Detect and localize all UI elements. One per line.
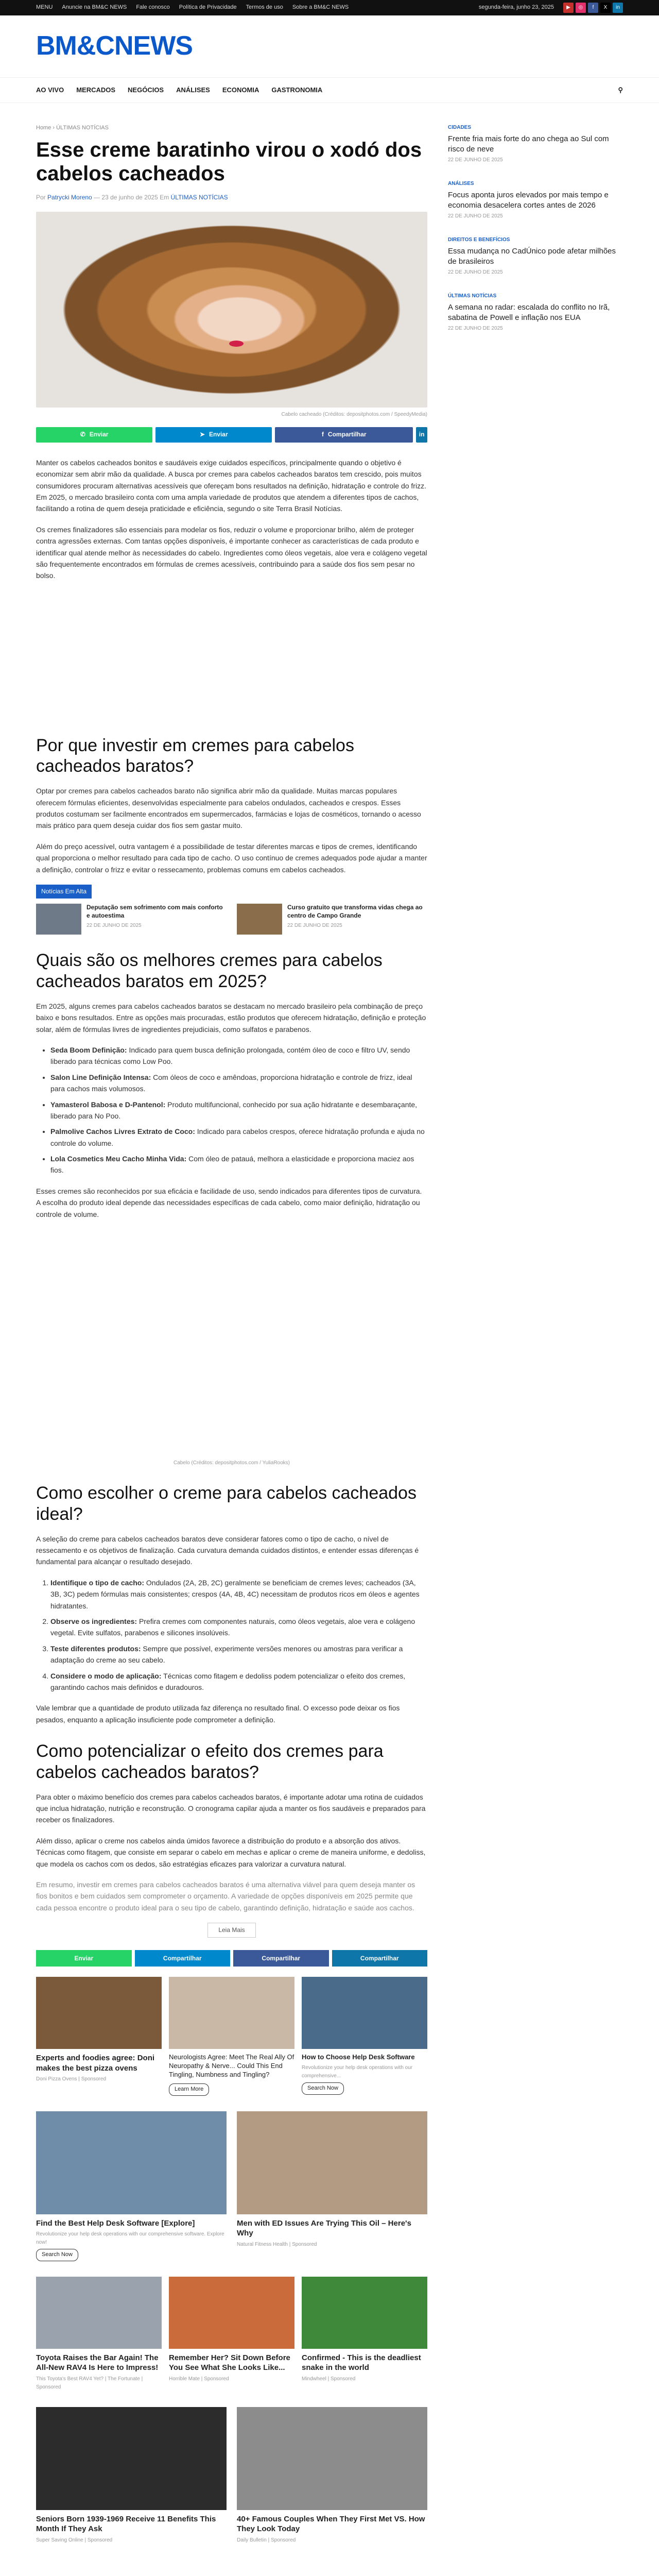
sponsored-item[interactable]: Seniors Born 1939-1969 Receive 11 Benefits This Month If They Ask Super Saving Online | Sponsored [36, 2407, 227, 2545]
ad-space [36, 591, 427, 720]
article-title: Esse creme baratinho virou o xodó dos cabelos cacheados [36, 138, 422, 185]
ad-image [302, 2277, 427, 2349]
x-icon[interactable]: X [600, 3, 611, 13]
breadcrumb[interactable]: Home › ÚLTIMAS NOTÍCIAS [36, 125, 109, 131]
paragraph: Os cremes finalizadores são essenciais para modelar os fios, reduzir o volume e proporcionar brilho, além de proteger contra agressões externas. Com tantas opções disponíveis, é importante conhecer as características de cada produto e identificar qual atende melhor às necessidades do cabelo. Ingredientes como óleos vegetais, aloe vera e colágeno vegetal são frequentemente encontrados em fórmulas de cremes acessíveis, contribuindo para a saúde dos fios sem pesar no bolso. [36, 525, 427, 580]
menu-link[interactable]: MENU [36, 4, 53, 11]
whatsapp-icon: ✆ [80, 431, 85, 438]
image-caption: Cabelo (Créditos: depositphotos.com / YuliaRooks) [173, 1460, 290, 1466]
ad-image [36, 2277, 162, 2349]
read-more-button[interactable]: Leia Mais [207, 1923, 255, 1938]
linkedin-share-button[interactable]: Compartilhar [332, 1950, 428, 1967]
search-now-button[interactable]: Search Now [302, 2082, 344, 2095]
main-nav [0, 77, 659, 103]
sponsored-item[interactable]: Neurologists Agree: Meet The Real Ally Of Neuropathy & Nerve... Could This End Tingling, Numbness and Tingling? Learn More [169, 1977, 294, 2095]
section-heading: Como potencializar o efeito dos cremes para cabelos cacheados baratos? [36, 1741, 384, 1782]
list-item: • Lola Cosmetics Meu Cacho Minha Vida: Com óleo de patauá, melhora a elasticidade e proporciona maciez aos fios. [50, 1153, 427, 1176]
sponsored-item[interactable]: 40+ Famous Couples When They First Met VS. How They Look Today Daily Bulletin | Sponsored [237, 2407, 427, 2545]
paragraph: Em 2025, alguns cremes para cabelos cacheados baratos se destacam no mercado brasileiro pela combinação de preço baixo e bons resultados. Entre as opções mais procuradas, estão produtos que oferecem hidratação, definição e proteção solar, além de fórmulas livres de ingredientes prejudiciais, como sulfatos e parabenos. [36, 1002, 426, 1033]
nav-gastronomia[interactable]: GASTRONOMIA [271, 86, 323, 94]
facebook-icon: f [321, 431, 324, 438]
related-header: Notícias Em Alta [36, 885, 92, 899]
social-links [563, 3, 623, 13]
learn-more-button[interactable]: Learn More [169, 2083, 209, 2096]
telegram-icon: ➤ [199, 431, 205, 438]
nav-negocios[interactable]: NEGÓCIOS [128, 86, 164, 94]
ad-image [36, 2407, 227, 2510]
product-list [50, 1044, 427, 1176]
paragraph: Além do preço acessível, outra vantagem é a possibilidade de testar diferentes marcas e tipos de cremes, identificando qual proporciona o melhor resultado para cada tipo de cacho. O uso contínuo de cremes adequados pode ajudar a manter a definição, controlar o frizz e evitar o ressecamento, problemas comuns em cabelos cacheados. [36, 842, 427, 874]
image-caption: Cabelo cacheado (Créditos: depositphotos.com / SpeedyMedia) [281, 411, 427, 417]
article-meta: Por Patrycki Moreno — 23 de junho de 2025 Em ÚLTIMAS NOTÍCIAS [36, 193, 228, 201]
paragraph: Para obter o máximo benefício dos cremes para cabelos cacheados baratos, é importante adotar uma rotina de cuidados que inclua hidratação, nutrição e reconstrução. O cronograma capilar ajuda a manter os fios saudáveis e preparados para receber os finalizadores. [36, 1792, 426, 1824]
search-now-button[interactable]: Search Now [36, 2249, 78, 2261]
sidebar-item[interactable]: CIDADES Frente fria mais forte do ano chega ao Sul com risco de neve 22 DE JUNHO DE 2025 [448, 125, 609, 163]
instagram-icon[interactable]: ◎ [576, 3, 586, 13]
sponsored-item[interactable]: Find the Best Help Desk Software [Explore] Revolutionize your help desk operations with our comprehensive software. Explore now! Search Now [36, 2111, 227, 2261]
sponsored-row [36, 2407, 427, 2545]
ad-image [36, 1977, 162, 2049]
telegram-share-button[interactable]: Compartilhar [135, 1950, 231, 1967]
list-item: • Salon Line Definição Intensa: Com óleos de coco e amêndoas, proporciona hidratação e controle de frizz, ideal para cachos mais volumosos. [50, 1072, 427, 1095]
ad-image [302, 1977, 427, 2049]
author-link[interactable]: Patrycki Moreno [47, 193, 92, 201]
related-item[interactable]: Curso gratuito que transforma vidas chega ao centro de Campo Grande 22 DE JUNHO DE 2025 [237, 904, 427, 935]
section-heading: Como escolher o creme para cabelos cacheados ideal? [36, 1483, 417, 1524]
list-item: 3. Teste diferentes produtos: Sempre que possível, experimente versões menores ou amostras para verificar a adaptação do creme ao seu cabelo. [50, 1643, 427, 1666]
facebook-share-button[interactable]: f Compartilhar [275, 427, 413, 443]
search-icon[interactable]: ⚲ [618, 86, 623, 94]
sidebar-item[interactable]: ANÁLISES Focus aponta juros elevados por mais tempo e economia desacelera cortes antes de 2026 22 DE JUNHO DE 2025 [448, 181, 609, 219]
sponsored-row [36, 2111, 427, 2261]
related-thumb [237, 904, 282, 935]
facebook-share-button[interactable]: Compartilhar [233, 1950, 329, 1967]
ad-image [169, 1977, 294, 2049]
list-item: 2. Observe os ingredientes: Prefira cremes com componentes naturais, como óleos vegetais, aloe vera e colágeno vegetal. Evite sulfatos, parabenos e silicones insolúveis. [50, 1616, 427, 1639]
privacy-link[interactable]: Política de Privacidade [179, 4, 237, 11]
linkedin-icon[interactable]: in [613, 3, 623, 13]
sidebar [448, 124, 623, 2560]
whatsapp-share-button[interactable]: ✆ Enviar [36, 427, 152, 443]
site-header [0, 15, 659, 77]
sponsored-item[interactable]: Men with ED Issues Are Trying This Oil – Here's Why Natural Fitness Health | Sponsored [237, 2111, 427, 2261]
sponsored-row [36, 1977, 427, 2095]
paragraph: Vale lembrar que a quantidade de produto utilizada faz diferença no resultado final. O excesso pode deixar os fios pesados, enquanto a aplicação insuficiente pode comprometer a definição. [36, 1704, 400, 1724]
nav-analises[interactable]: ANÁLISES [176, 86, 210, 94]
article [36, 124, 427, 2560]
paragraph: Optar por cremes para cabelos cacheados barato não significa abrir mão da qualidade. Muitas marcas populares oferecem fórmulas eficientes, desenvolvidas especialmente para cabelos ondulados, cacheados e crespos. Esses produtos costumam ser facilmente encontrados em supermercados, farmácias e lojas de cosméticos, tornando o acesso mais prático para quem deseja cuidar dos fios sem gastar muito. [36, 787, 421, 830]
section-heading: Por que investir em cremes para cabelos cacheados baratos? [36, 735, 354, 776]
share-bar [36, 427, 427, 443]
ad-space [36, 1229, 427, 1456]
linkedin-share-button[interactable]: in [416, 427, 427, 443]
list-item: 1. Identifique o tipo de cacho: Ondulados (2A, 2B, 2C) geralmente se beneficiam de cremes leves; cacheados (3A, 3B, 3C) pedem fórmulas mais consistentes; crespos (4A, 4B, 4C) necessitam de produtos ricos em óleos e agentes hidratantes. [50, 1577, 427, 1612]
anuncie-link[interactable]: Anuncie na BM&C NEWS [62, 4, 127, 11]
tips-list [50, 1577, 427, 1693]
paragraph: Em resumo, investir em cremes para cabelos cacheados baratos é uma alternativa viável para quem deseja manter os fios bonitos e bem cuidados sem comprometer o orçamento. A variedade de opções disponíveis em 2025 permite que cada pessoa encontre o produto ideal para o seu tipo de cabelo, garantindo definição, hidratação e saúde aos cachos. [36, 1880, 415, 1912]
whatsapp-share-button[interactable]: Enviar [36, 1950, 132, 1967]
facebook-icon[interactable]: f [588, 3, 598, 13]
category-link[interactable]: ÚLTIMAS NOTÍCIAS [170, 193, 228, 201]
related-news [36, 904, 427, 935]
youtube-icon[interactable]: ▶ [563, 3, 574, 13]
sidebar-item[interactable]: ÚLTIMAS NOTÍCIAS A semana no radar: escalada do conflito no Irã, sabatina de Powell e inflação nos EUA 22 DE JUNHO DE 2025 [448, 293, 610, 331]
about-link[interactable]: Sobre a BM&C NEWS [292, 4, 349, 11]
ad-image [237, 2407, 427, 2510]
paragraph: Manter os cabelos cacheados bonitos e saudáveis exige cuidados específicos, principalmente quando o objetivo é economizar sem abrir mão da qualidade. A busca por cremes para cabelos cacheados baratos tem crescido, pois muitos consumidores procuram alternativas acessíveis que ofereçam bons resultados na definição, hidratação e controle do frizz. Em 2025, o mercado brasileiro conta com uma ampla variedade de produtos que atendem a diferentes tipos de cachos, facilitando a rotina de quem deseja praticidade e eficiência, segundo o site Terra Brasil Notícias. [36, 458, 426, 513]
sponsored-row [36, 2277, 427, 2392]
paragraph: Esses cremes são reconhecidos por sua eficácia e facilidade de uso, sendo indicados para diferentes tipos de curvatura. A escolha do produto ideal depende das necessidades específicas de cada cabelo, como maior definição, hidratação ou controle de volume. [36, 1187, 422, 1218]
hero-image [36, 212, 427, 408]
list-item: • Palmolive Cachos Livres Extrato de Coco: Indicado para cabelos crespos, oferece hidratação profunda e ajuda no controle do volume. [50, 1126, 427, 1149]
sponsored-item[interactable]: Confirmed - This is the deadliest snake in the world Mindwheel | Sponsored [302, 2277, 427, 2392]
list-item: • Yamasterol Babosa e D-Pantenol: Produto multifuncional, conhecido por sua ação hidratante e desembaraçante, liberado para No Poo. [50, 1099, 427, 1122]
article-date: 23 de junho de 2025 [101, 193, 158, 201]
share-bar-bottom [36, 1950, 427, 1967]
nav-aovivo[interactable]: AO VIVO [36, 86, 64, 94]
nav-mercados[interactable]: MERCADOS [76, 86, 116, 94]
sponsored-item[interactable]: How to Choose Help Desk Software Revolutionize your help desk operations with our comprehensive... Search Now [302, 1977, 427, 2095]
fale-conosco-link[interactable]: Fale conosco [136, 4, 170, 11]
paragraph: A seleção do creme para cabelos cacheados baratos deve considerar fatores como o tipo de cacho, o nível de ressecamento e os objetivos de finalização. Cada curvatura demanda cuidados distintos, e entender essas diferenças é fundamental para alcançar o resultado desejado. [36, 1534, 419, 1566]
paragraph: Além disso, aplicar o creme nos cabelos ainda úmidos favorece a distribuição do produto e a absorção dos ativos. Técnicas como fitagem, que consiste em separar o cabelo em mechas e aplicar o creme de maneira uniforme, e dedoliss, que modela os cachos com os dedos, são estratégias eficazes para valorizar a curvatura natural. [36, 1836, 426, 1868]
sponsored-item[interactable]: Toyota Raises the Bar Again! The All-New RAV4 Is Here to Impress! This Toyota's Best RAV4 Yet? | The Fortunate | Sponsored [36, 2277, 162, 2392]
section-heading: Quais são os melhores cremes para cabelos cacheados baratos em 2025? [36, 951, 383, 991]
ad-image [237, 2111, 427, 2214]
list-item: • Seda Boom Definição: Indicado para quem busca definição prolongada, contém óleo de coco e filtro UV, sendo liberado para técnicas como Low Poo. [50, 1044, 427, 1067]
sidebar-item[interactable]: DIREITOS E BENEFÍCIOS Essa mudança no CadÚnico pode afetar milhões de brasileiros 22 DE JUNHO DE 2025 [448, 237, 616, 275]
sponsored-item[interactable]: Experts and foodies agree: Doni makes the best pizza ovens Doni Pizza Ovens | Sponsored [36, 1977, 162, 2095]
nav-economia[interactable]: ECONOMIA [222, 86, 259, 94]
date-text: segunda-feira, junho 23, 2025 [478, 4, 554, 11]
ad-image [36, 2111, 227, 2214]
list-item: 4. Considere o modo de aplicação: Técnicas como fitagem e dedoliss podem potencializar o efeito dos cremes, garantindo cachos mais definidos e duradouros. [50, 1670, 427, 1693]
telegram-share-button[interactable]: ➤ Enviar [155, 427, 272, 443]
ad-image [169, 2277, 294, 2349]
site-logo[interactable]: BM&CNEWS [36, 31, 193, 61]
related-thumb [36, 904, 81, 935]
top-bar [0, 0, 659, 15]
related-item[interactable]: Deputação sem sofrimento com mais conforto e autoestima 22 DE JUNHO DE 2025 [36, 904, 227, 935]
terms-link[interactable]: Termos de uso [246, 4, 283, 11]
sponsored-item[interactable]: Remember Her? Sit Down Before You See What She Looks Like... Horrible Mate | Sponsored [169, 2277, 294, 2392]
